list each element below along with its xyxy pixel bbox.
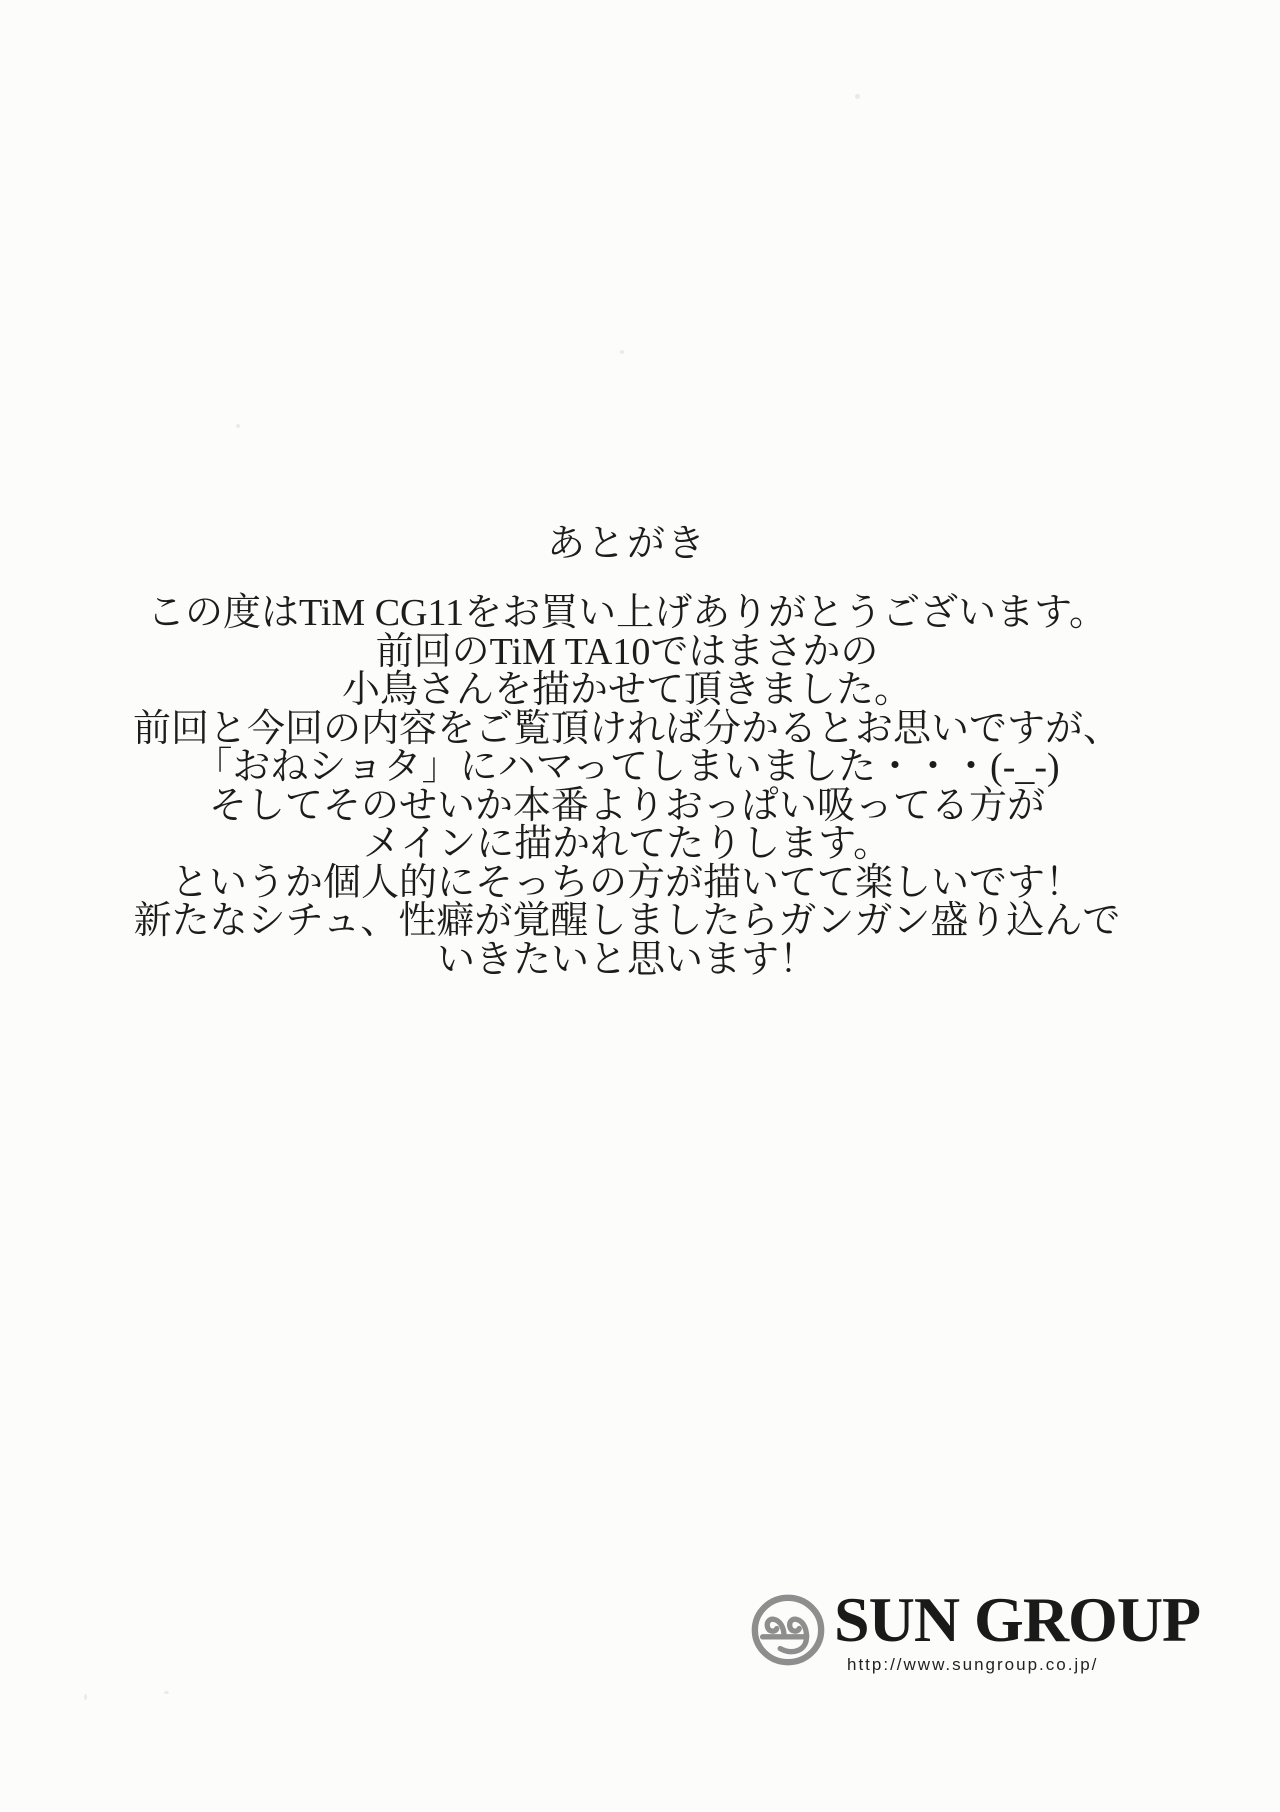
afterword-line: メインに描かれてたりします。 [362, 823, 892, 865]
afterword-line: 小鳥さんを描かせて頂きました。 [341, 669, 912, 711]
afterword-line: 新たなシチュ、性癖が覚醒しましたらガンガン盛り込んで [133, 900, 1121, 942]
scan-speck [855, 94, 860, 99]
publisher-url: http://www.sungroup.co.jp/ [847, 1655, 1099, 1674]
afterword-line: いきたいと思います！ [436, 938, 817, 981]
afterword-line: というか個人的にそっちの方が描いてて楽しいです！ [170, 861, 1083, 904]
publisher-logo-block [744, 1584, 1214, 1698]
afterword-line: 前回のTiM TA10ではまさかの [375, 630, 879, 673]
afterword-line: そしてそのせいか本番よりおっぱい吸ってる方が [208, 784, 1045, 827]
afterword-line: 前回と今回の内容をご覧頂ければ分かるとお思いですが、 [132, 707, 1121, 750]
afterword-line: この度はTiM CG11をお買い上げありがとうございます。 [146, 592, 1108, 634]
scan-speck [84, 1694, 87, 1700]
scan-speck [620, 350, 624, 354]
publisher-name: SUN GROUP [834, 1584, 1201, 1655]
afterword-title: あとがき [546, 523, 707, 565]
scan-speck [164, 1691, 169, 1694]
afterword-line: 「おねショタ」にハマってしまいました・・・(-_-) [194, 746, 1060, 788]
afterword-paragraph [0, 594, 1254, 979]
sun-group-emblem-icon [748, 1592, 828, 1670]
scan-speck [236, 424, 240, 428]
